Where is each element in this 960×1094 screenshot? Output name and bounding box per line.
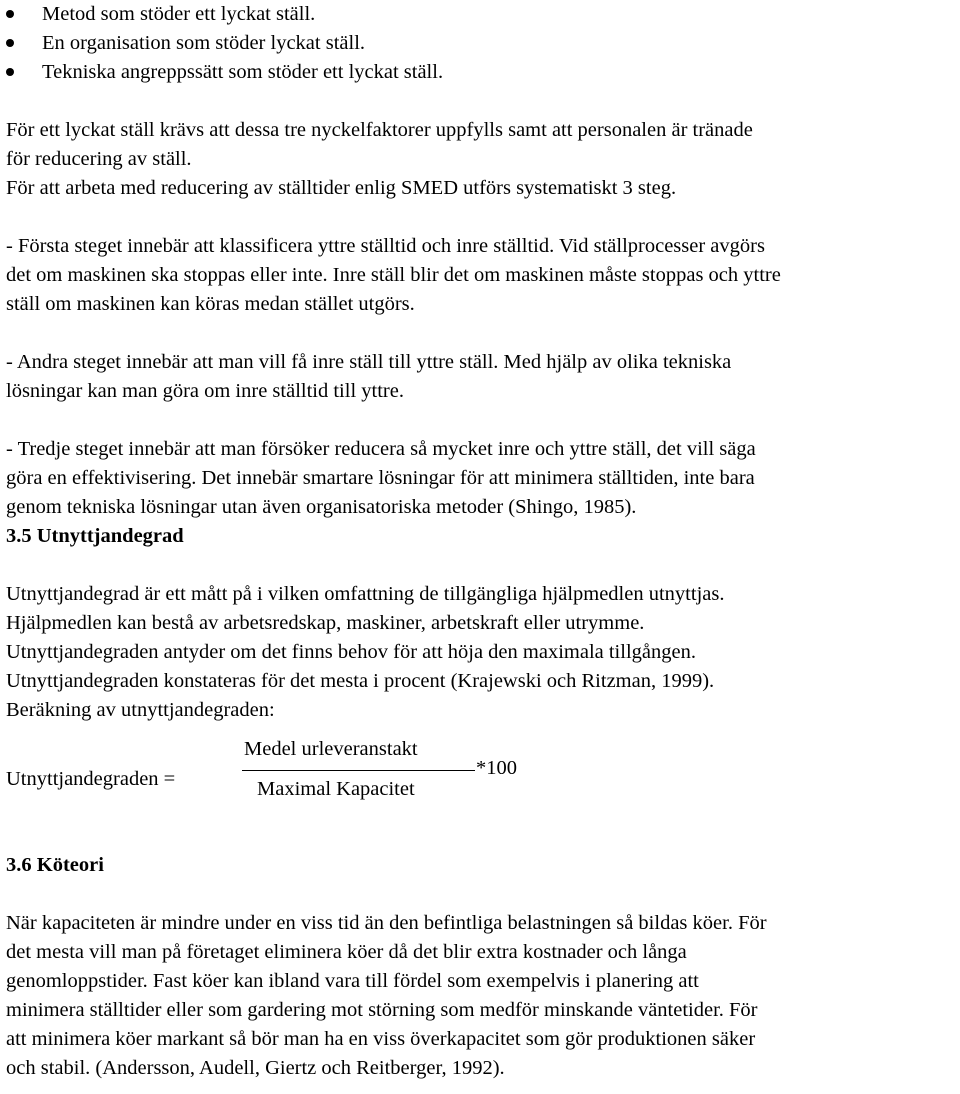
step1-line: - Första steget innebär att klassificera yttre ställtid och inre ställtid. Vid ställprocesser avgörs	[6, 235, 765, 257]
step1-line: ställ om maskinen kan köras medan stället utgörs.	[6, 293, 415, 315]
intro-line: för reducering av ställ.	[6, 148, 192, 170]
list-item	[6, 29, 956, 58]
bullet-list	[6, 0, 956, 87]
list-item	[6, 58, 956, 87]
utilization-formula	[6, 735, 956, 841]
step2-line: - Andra steget innebär att man vill få inre ställ till yttre ställ. Med hjälp av olika tekniska	[6, 351, 732, 373]
formula-lhs: Utnyttjandegraden =	[6, 768, 176, 790]
step3-line: - Tredje steget innebär att man försöker reducera så mycket inre och yttre ställ, det vill säga	[6, 438, 756, 460]
bullet-icon	[6, 39, 14, 47]
step3-line: göra en effektivisering. Det innebär smartare lösningar för att minimera ställtiden, inte bara	[6, 467, 755, 489]
step3-line: genom tekniska lösningar utan även organisatoriska metoder (Shingo, 1985).	[6, 496, 637, 518]
paragraph-line: När kapaciteten är mindre under en viss tid än den befintliga belastningen så bildas köer. För	[6, 912, 767, 934]
formula-denominator: Maximal Kapacitet	[257, 778, 415, 800]
intro-line: För ett lyckat ställ krävs att dessa tre nyckelfaktorer uppfylls samt att personalen är tränade	[6, 119, 753, 141]
paragraph-line: Utnyttjandegraden konstateras för det mesta i procent (Krajewski och Ritzman, 1999).	[6, 670, 715, 692]
paragraph-line: det mesta vill man på företaget eliminera köer då det blir extra kostnader och långa	[6, 941, 687, 963]
bullet-icon	[6, 10, 14, 18]
paragraph-line: minimera ställtider eller som gardering mot störning som medför minskande väntetider. För	[6, 999, 758, 1021]
step2-line: lösningar kan man göra om inre ställtid till yttre.	[6, 380, 404, 402]
step1-line: det om maskinen ska stoppas eller inte. Inre ställ blir det om maskinen måste stoppas och yttre	[6, 264, 781, 286]
paragraph-line: Hjälpmedlen kan bestå av arbetsredskap, maskiner, arbetskraft eller utrymme.	[6, 612, 645, 634]
paragraph-line: genomloppstider. Fast köer kan ibland vara till fördel som exempelvis i planering att	[6, 970, 699, 992]
paragraph-line: Utnyttjandegraden antyder om det finns behov för att höja den maximala tillgången.	[6, 641, 696, 663]
fraction-bar	[242, 770, 475, 771]
section-heading-utnyttjandegrad: 3.5 Utnyttjandegrad	[6, 525, 184, 547]
section-heading-koteori: 3.6 Köteori	[6, 854, 104, 876]
list-item-text: Metod som stöder ett lyckat ställ.	[42, 3, 316, 25]
paragraph-line: Utnyttjandegrad är ett mått på i vilken omfattning de tillgängliga hjälpmedlen utnyttjas.	[6, 583, 725, 605]
bullet-icon	[6, 68, 14, 76]
formula-numerator: Medel urleveranstakt	[244, 738, 418, 760]
formula-multiplier: *100	[476, 757, 517, 779]
document-body	[6, 0, 956, 1083]
intro-line: För att arbeta med reducering av ställtider enlig SMED utförs systematiskt 3 steg.	[6, 177, 677, 199]
list-item	[6, 0, 956, 29]
list-item-text: Tekniska angreppssätt som stöder ett lyckat ställ.	[42, 61, 444, 83]
paragraph-line: att minimera köer markant så bör man ha en viss överkapacitet som gör produktionen säker	[6, 1028, 756, 1050]
list-item-text: En organisation som stöder lyckat ställ.	[42, 32, 366, 54]
paragraph-line: Beräkning av utnyttjandegraden:	[6, 699, 275, 721]
paragraph-line: och stabil. (Andersson, Audell, Giertz och Reitberger, 1992).	[6, 1057, 505, 1079]
